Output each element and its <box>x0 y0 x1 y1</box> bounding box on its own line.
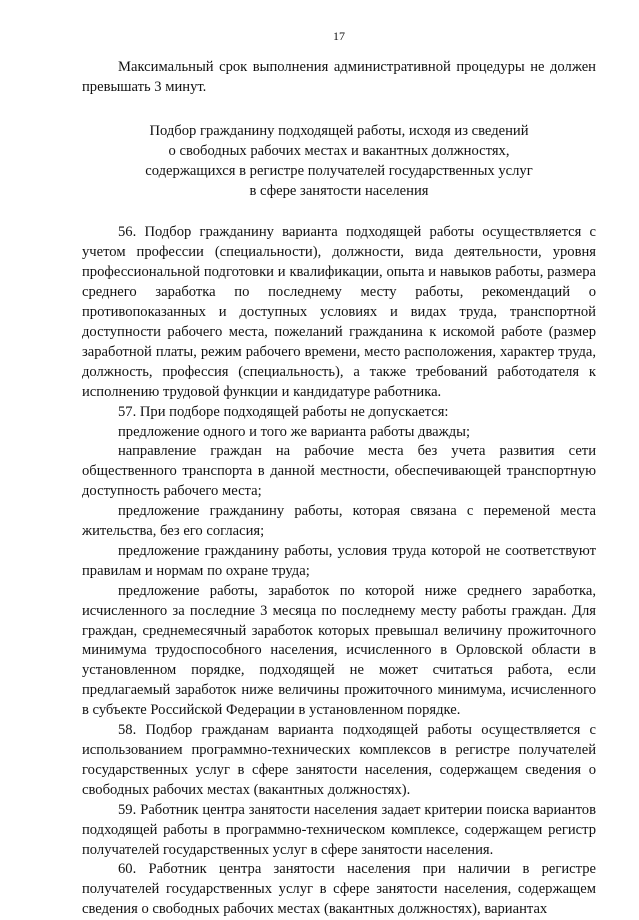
paragraph-60: 60. Работник центра занятости населения при наличии в регистре получателей государственных услуг в сфере занятости населения, содержащем сведения о свободных рабочих местах (вакантных должностях), вариантах <box>82 861 596 918</box>
heading-line: в сфере занятости населения <box>249 182 429 199</box>
paragraph-58: 58. Подбор гражданам варианта подходящей работы осуществляется с использованием программно-технических комплексов в регистре получателей государственных услуг в сфере занятости населения, содержащем сведения о свободных рабочих местах (вакантных должностях). <box>82 722 596 798</box>
list-item: предложение одного и того же варианта работы дважды; <box>118 423 471 440</box>
section-heading <box>82 122 596 202</box>
paragraph-59: 59. Работник центра занятости населения задает критерии поиска вариантов подходящей работы в программно-техническом комплексе, содержащем регистр получателей государственных услуг в сфере занятости населения. <box>82 801 596 858</box>
heading-line: содержащихся в регистре получателей государственных услуг <box>145 162 533 179</box>
list-item: направление граждан на рабочие места без учета развития сети общественного транспорта в данной местности, обеспечивающей транспортную доступность рабочего места; <box>82 443 596 500</box>
list-item: предложение гражданину работы, которая связана с переменой места жительства, без его согласия; <box>82 503 596 540</box>
page-number: 17 <box>333 29 345 43</box>
paragraph-57: 57. При подборе подходящей работы не допускается: <box>118 403 449 420</box>
intro-paragraph: Максимальный срок выполнения административной процедуры не должен превышать 3 минут. <box>82 59 596 95</box>
heading-line: Подбор гражданину подходящей работы, исходя из сведений <box>149 122 529 139</box>
paragraph-56: 56. Подбор гражданину варианта подходящей работы осуществляется с учетом профессии (специальности), должности, вида деятельности, уровня профессиональной подготовки и квалификации, опыта и навыков работы, размера среднего заработка по последнему месту работы, рекомендаций о противопоказанных и доступных условиях и видах труда, транспортной доступности рабочего места, пожеланий гражданина к искомой работе (размер заработной платы, режим рабочего времени, место расположения, характер труда, должность, профессия (специальность), а также требований работодателя к исполнению трудовой функции и кандидатуре работника. <box>82 224 596 400</box>
heading-line: о свободных рабочих местах и вакантных должностях, <box>168 142 510 159</box>
list-item: предложение работы, заработок по которой ниже среднего заработка, исчисленного за последние 3 месяца по последнему месту работы граждан. Для граждан, среднемесячный заработок которых превышал величину прожиточного минимума трудоспособного населения, исчисленного в Орловской области в установленном порядке, подходящей не может считаться работа, если предлагаемый заработок ниже величины прожиточного минимума, исчисленного в субъекте Российской Федерации в установленном порядке. <box>82 582 596 719</box>
document-page <box>82 28 596 920</box>
list-item: предложение гражданину работы, условия труда которой не соответствуют правилам и нормам по охране труда; <box>82 542 596 579</box>
